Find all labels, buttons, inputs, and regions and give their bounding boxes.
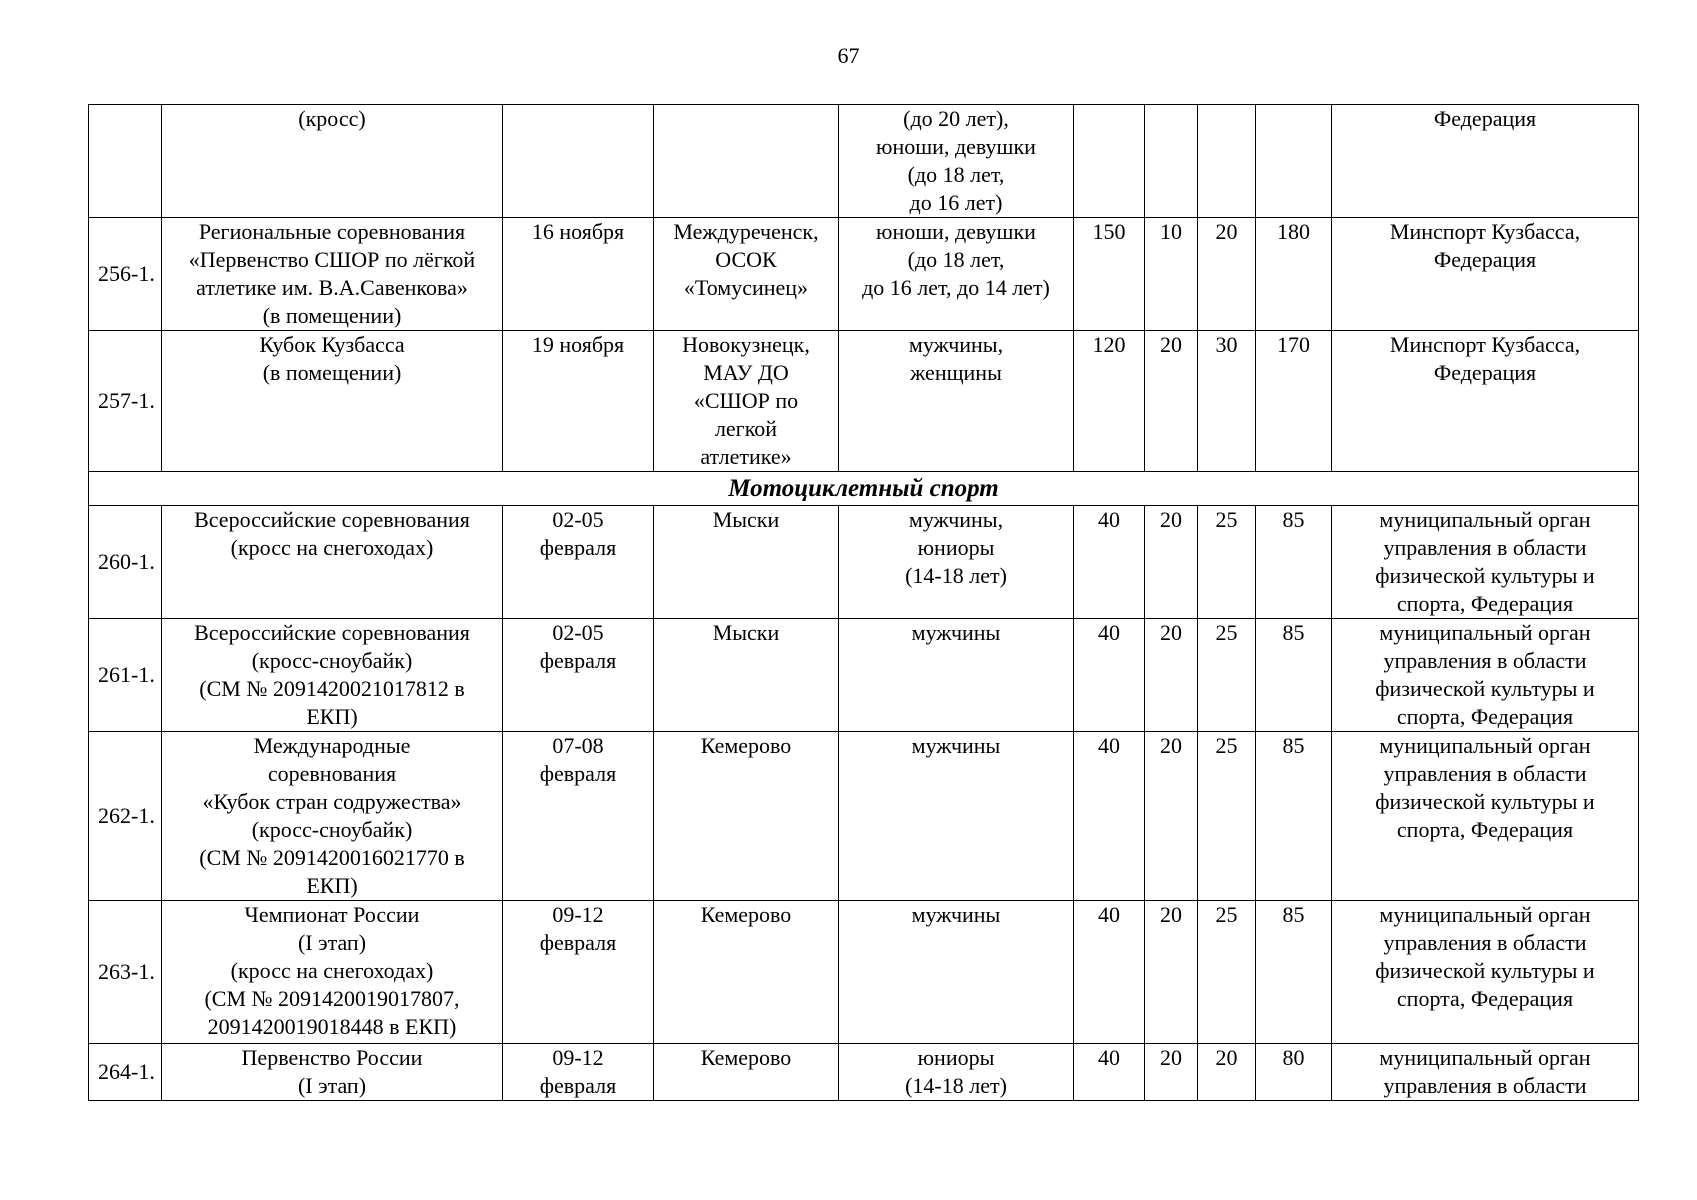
count-total-cell <box>1256 105 1332 218</box>
event-participants-cell <box>839 1044 1074 1101</box>
event-date: 19 ноября <box>531 332 625 357</box>
event-place-cell <box>654 901 839 1044</box>
count-total: 85 <box>1282 620 1305 645</box>
count-athletes-cell <box>1074 218 1145 331</box>
event-number-cell <box>89 105 162 218</box>
event-participants-cell <box>839 331 1074 472</box>
event-organizer: Федерация <box>1433 106 1537 131</box>
event-date-cell <box>503 218 654 331</box>
event-place-cell <box>654 732 839 901</box>
event-participants: мужчины, женщины <box>908 332 1004 385</box>
table-row <box>89 218 1639 331</box>
event-name-cell <box>162 901 503 1044</box>
count-total: 180 <box>1277 219 1310 244</box>
count-athletes: 120 <box>1092 332 1126 357</box>
event-number: 257-1. <box>98 388 155 413</box>
event-participants: юниоры (14-18 лет) <box>905 1045 1007 1098</box>
table-row <box>89 901 1639 1044</box>
event-name: Кубок Кузбасса (в помещении) <box>259 332 405 385</box>
count-athletes: 40 <box>1098 507 1120 532</box>
table-section-moto <box>89 472 1639 506</box>
event-name-cell <box>162 1044 503 1101</box>
count-coaches-cell <box>1145 732 1198 901</box>
event-number-cell <box>89 901 162 1044</box>
count-judges-cell <box>1198 901 1256 1044</box>
event-organizer: муниципальный орган управления в области физической культуры и спорта, Федерация <box>1375 733 1595 842</box>
event-name: Первенство России (I этап) <box>241 1045 423 1098</box>
count-judges: 25 <box>1215 902 1238 927</box>
count-total: 170 <box>1277 332 1310 357</box>
count-judges-cell <box>1198 506 1256 619</box>
count-athletes: 40 <box>1098 620 1120 645</box>
event-place: Мыски <box>712 620 780 645</box>
count-athletes-cell <box>1074 1044 1145 1101</box>
count-judges-cell <box>1198 732 1256 901</box>
count-judges: 30 <box>1215 332 1238 357</box>
event-name: Всероссийские соревнования (кросс-сноубайк) (СМ № 2091420021017812 в ЕКП) <box>194 620 470 729</box>
table-row <box>89 506 1639 619</box>
event-place-cell <box>654 506 839 619</box>
event-date-cell <box>503 901 654 1044</box>
table-row <box>89 732 1639 901</box>
events-table <box>88 104 1639 1101</box>
event-place: Новокузнецк, МАУ ДО «СШОР по легкой атлетике» <box>682 332 810 469</box>
event-date-cell <box>503 619 654 732</box>
count-total: 80 <box>1282 1045 1305 1070</box>
count-athletes: 40 <box>1098 733 1120 758</box>
event-name: Международные соревнования «Кубок стран содружества» (кросс-сноубайк) (СМ № 2091420016021770 в ЕКП) <box>199 733 465 898</box>
count-coaches: 20 <box>1160 1045 1182 1070</box>
count-total: 85 <box>1282 507 1305 532</box>
event-number-cell <box>89 218 162 331</box>
event-name-cell <box>162 732 503 901</box>
event-organizer-cell <box>1332 218 1639 331</box>
count-athletes: 40 <box>1098 902 1120 927</box>
count-total-cell <box>1256 331 1332 472</box>
count-coaches-cell <box>1145 331 1198 472</box>
count-judges-cell <box>1198 331 1256 472</box>
event-place: Междуреченск, ОСОК «Томусинец» <box>673 219 819 300</box>
count-coaches: 20 <box>1160 507 1182 532</box>
event-place-cell <box>654 218 839 331</box>
table-body-athletics <box>89 105 1639 472</box>
event-participants-cell <box>839 619 1074 732</box>
event-organizer-cell <box>1332 1044 1639 1101</box>
count-athletes: 40 <box>1098 1045 1120 1070</box>
count-judges-cell <box>1198 1044 1256 1101</box>
count-athletes-cell <box>1074 619 1145 732</box>
count-athletes-cell <box>1074 331 1145 472</box>
event-place-cell <box>654 1044 839 1101</box>
event-name: Чемпионат России (I этап) (кросс на снегоходах) (СМ № 2091420019017807, 2091420019018448 в ЕКП) <box>204 902 460 1039</box>
event-participants: мужчины <box>911 620 1001 645</box>
event-participants-cell <box>839 218 1074 331</box>
count-total-cell <box>1256 901 1332 1044</box>
event-date: 09-12 февраля <box>539 1045 617 1098</box>
event-participants: юноши, девушки (до 18 лет, до 16 лет, до 14 лет) <box>862 219 1050 300</box>
count-coaches-cell <box>1145 901 1198 1044</box>
event-date-cell <box>503 105 654 218</box>
count-coaches: 20 <box>1160 902 1182 927</box>
event-place-cell <box>654 105 839 218</box>
event-name: Всероссийские соревнования (кросс на снегоходах) <box>194 507 470 560</box>
count-total: 85 <box>1282 733 1305 758</box>
event-name-cell <box>162 331 503 472</box>
count-coaches: 10 <box>1160 219 1182 244</box>
count-coaches-cell <box>1145 105 1198 218</box>
event-number: 262-1. <box>98 803 155 828</box>
count-coaches-cell <box>1145 506 1198 619</box>
event-number-cell <box>89 1044 162 1101</box>
event-participants-cell <box>839 105 1074 218</box>
count-judges: 20 <box>1215 1045 1238 1070</box>
event-number-cell <box>89 506 162 619</box>
event-name: (кросс) <box>298 106 366 131</box>
event-participants-cell <box>839 732 1074 901</box>
event-number: 260-1. <box>98 549 155 574</box>
count-judges: 25 <box>1215 620 1238 645</box>
event-organizer: Минспорт Кузбасса, Федерация <box>1389 332 1581 385</box>
event-date: 07-08 февраля <box>539 733 617 786</box>
event-number: 264-1. <box>98 1059 155 1084</box>
count-athletes-cell <box>1074 732 1145 901</box>
section-title: Мотоциклетный спорт <box>89 472 1639 506</box>
event-name: Региональные соревнования «Первенство СШОР по лёгкой атлетике им. В.А.Савенкова» (в помещении) <box>188 219 476 328</box>
count-coaches: 20 <box>1160 620 1182 645</box>
event-place: Кемерово <box>700 733 792 758</box>
event-place-cell <box>654 619 839 732</box>
event-number-cell <box>89 331 162 472</box>
count-judges: 25 <box>1215 733 1238 758</box>
count-judges: 20 <box>1215 219 1238 244</box>
count-coaches: 20 <box>1160 332 1182 357</box>
event-organizer: Минспорт Кузбасса, Федерация <box>1389 219 1581 272</box>
event-organizer: муниципальный орган управления в области физической культуры и спорта, Федерация <box>1375 902 1595 1011</box>
event-name-cell <box>162 619 503 732</box>
event-date: 09-12 февраля <box>539 902 617 955</box>
event-place-cell <box>654 331 839 472</box>
event-name-cell <box>162 105 503 218</box>
count-judges-cell <box>1198 619 1256 732</box>
count-athletes: 150 <box>1092 219 1126 244</box>
table-row <box>89 619 1639 732</box>
count-total-cell <box>1256 619 1332 732</box>
section-header-row <box>89 472 1639 506</box>
event-participants-cell <box>839 901 1074 1044</box>
event-organizer-cell <box>1332 732 1639 901</box>
event-number-cell <box>89 732 162 901</box>
event-organizer-cell <box>1332 619 1639 732</box>
count-judges-cell <box>1198 218 1256 331</box>
event-date: 02-05 февраля <box>539 507 617 560</box>
event-name-cell <box>162 506 503 619</box>
event-participants: мужчины <box>911 902 1001 927</box>
event-organizer-cell <box>1332 901 1639 1044</box>
event-participants: мужчины <box>911 733 1001 758</box>
event-number: 256-1. <box>98 261 155 286</box>
event-organizer: муниципальный орган управления в области физической культуры и спорта, Федерация <box>1375 507 1595 616</box>
event-place: Мыски <box>712 507 780 532</box>
event-place: Кемерово <box>700 902 792 927</box>
event-organizer: муниципальный орган управления в области <box>1379 1045 1591 1098</box>
count-judges: 25 <box>1215 507 1238 532</box>
count-total: 85 <box>1282 902 1305 927</box>
count-athletes-cell <box>1074 901 1145 1044</box>
page-number: 67 <box>837 43 860 68</box>
event-organizer: муниципальный орган управления в области физической культуры и спорта, Федерация <box>1375 620 1595 729</box>
count-coaches-cell <box>1145 619 1198 732</box>
event-date-cell <box>503 331 654 472</box>
table-row <box>89 1044 1639 1101</box>
event-place: Кемерово <box>700 1045 792 1070</box>
count-coaches-cell <box>1145 1044 1198 1101</box>
event-number: 263-1. <box>98 959 155 984</box>
event-organizer-cell <box>1332 105 1639 218</box>
table-body-moto <box>89 506 1639 1101</box>
event-participants: (до 20 лет), юноши, девушки (до 18 лет, до 16 лет) <box>876 106 1036 215</box>
count-total-cell <box>1256 218 1332 331</box>
event-organizer-cell <box>1332 331 1639 472</box>
event-date: 02-05 февраля <box>539 620 617 673</box>
count-coaches-cell <box>1145 218 1198 331</box>
event-participants-cell <box>839 506 1074 619</box>
table-row <box>89 105 1639 218</box>
event-participants: мужчины, юниоры (14-18 лет) <box>905 507 1007 588</box>
event-organizer-cell <box>1332 506 1639 619</box>
count-judges-cell <box>1198 105 1256 218</box>
event-date: 16 ноября <box>531 219 625 244</box>
event-number-cell <box>89 619 162 732</box>
event-number: 261-1. <box>98 662 155 687</box>
count-total-cell <box>1256 732 1332 901</box>
count-coaches: 20 <box>1160 733 1182 758</box>
table-row <box>89 331 1639 472</box>
count-athletes-cell <box>1074 506 1145 619</box>
event-date-cell <box>503 506 654 619</box>
event-date-cell <box>503 732 654 901</box>
event-date-cell <box>503 1044 654 1101</box>
event-name-cell <box>162 218 503 331</box>
count-total-cell <box>1256 506 1332 619</box>
count-athletes-cell <box>1074 105 1145 218</box>
count-total-cell <box>1256 1044 1332 1101</box>
